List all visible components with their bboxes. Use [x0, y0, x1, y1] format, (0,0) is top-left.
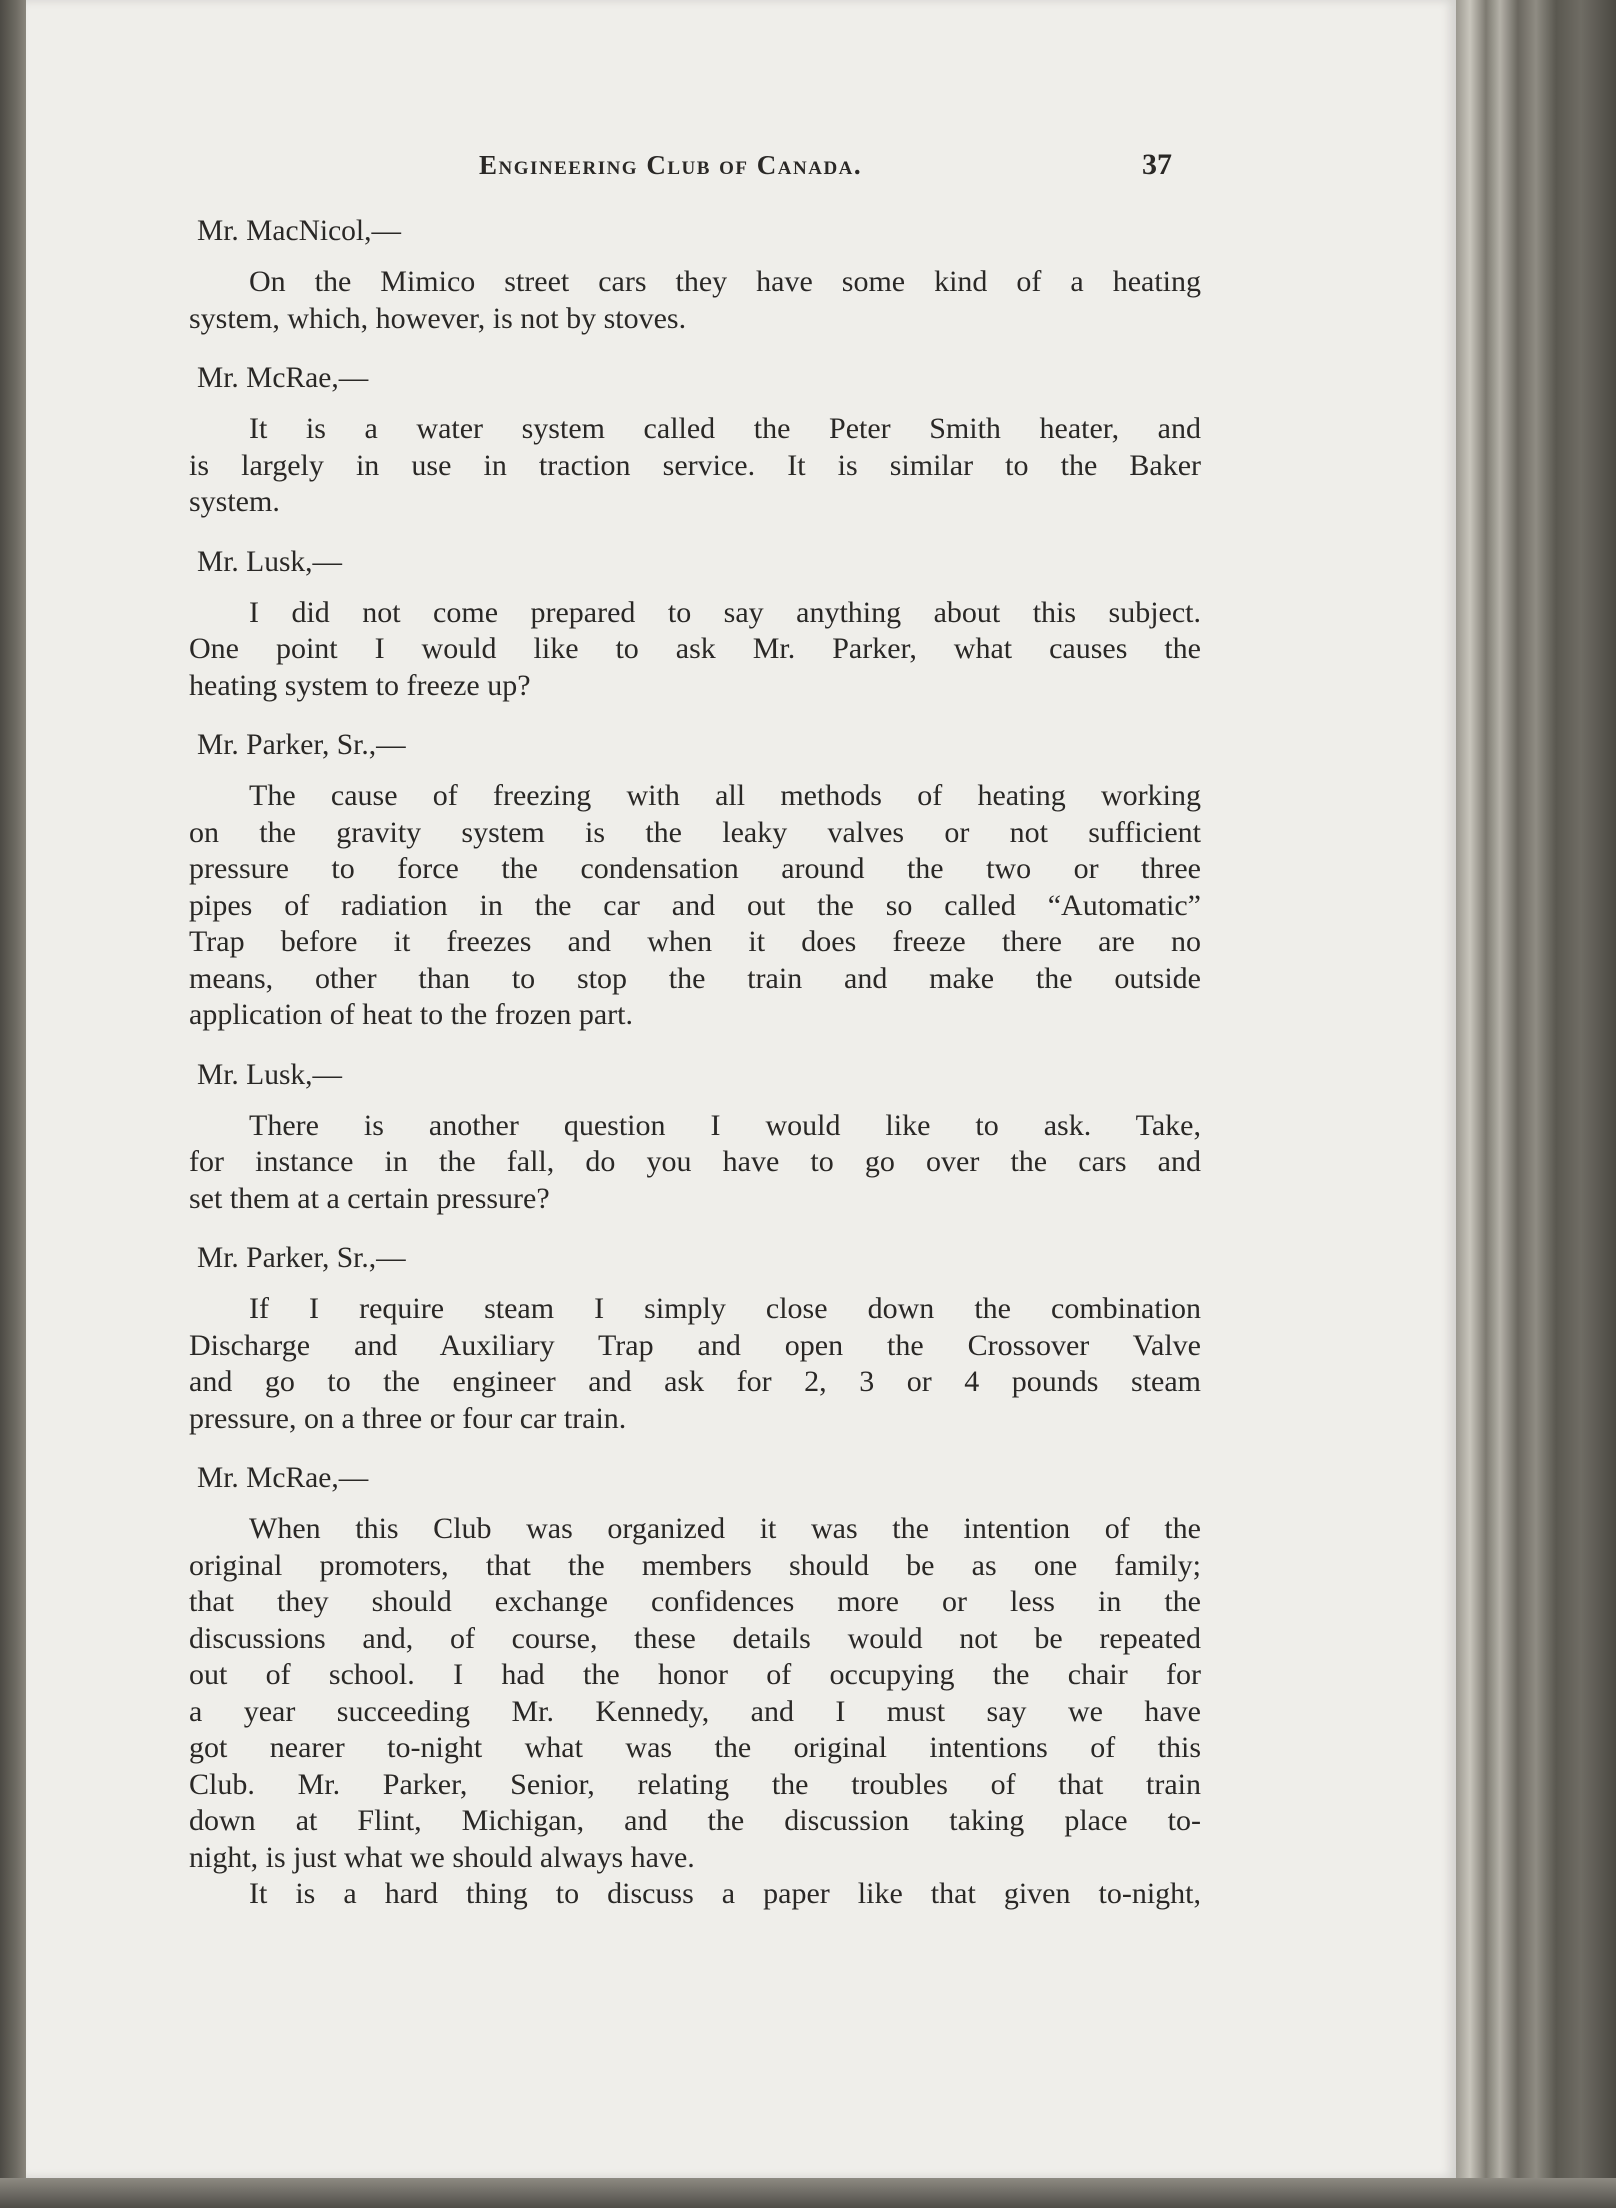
paragraph	[189, 595, 1201, 705]
book-binding	[1456, 0, 1616, 2208]
speaker-label: Mr. Parker, Sr.,—	[197, 1242, 406, 1274]
text-line: set them at a certain pressure?	[189, 1181, 550, 1215]
text-line: on the gravity system is the leaky valves or not sufficient	[189, 815, 1201, 849]
text-line: system.	[189, 485, 280, 518]
paragraph	[189, 1511, 1201, 1913]
text-line: system, which, however, is not by stoves.	[189, 301, 687, 335]
text-line: Discharge and Auxiliary Trap and open the Crossover Valve	[189, 1328, 1201, 1362]
text-line: Trap before it freezes and when it does freeze there are no	[189, 925, 1201, 958]
paragraph	[189, 264, 1201, 337]
speaker-label: Mr. Lusk,—	[197, 545, 343, 578]
scan-bottom-edge	[0, 2178, 1616, 2208]
text-line: heating system to freeze up?	[189, 668, 531, 702]
text-line: The cause of freezing with all methods of heating working	[249, 779, 1201, 812]
text-line: that they should exchange confidences more or less in the	[189, 1585, 1201, 1618]
text-line: On the Mimico street cars they have some kind of a heating	[249, 265, 1201, 298]
speaker-label: Mr. Parker, Sr.,—	[197, 729, 406, 761]
text-line: Club. Mr. Parker, Senior, relating the troubles of that train	[189, 1767, 1201, 1801]
paragraph	[189, 778, 1201, 1034]
paragraph	[189, 1108, 1201, 1218]
page-header	[189, 140, 1201, 200]
text-line: down at Flint, Michigan, and the discussion taking place to-	[189, 1804, 1201, 1837]
text-line: got nearer to-night what was the original intentions of this	[189, 1731, 1201, 1764]
text-line: pipes of radiation in the car and out the so called “Automatic”	[189, 888, 1201, 922]
text-line: It is a water system called the Peter Smith heater, and	[249, 412, 1201, 445]
text-line: and go to the engineer and ask for 2, 3 or 4 pounds steam	[189, 1365, 1201, 1398]
text-line: original promoters, that the members should be as one family;	[189, 1548, 1201, 1582]
text-line: I did not come prepared to say anything about this subject.	[249, 595, 1201, 629]
text-line: a year succeeding Mr. Kennedy, and I must say we have	[189, 1694, 1201, 1728]
text-line: out of school. I had the honor of occupying the chair for	[189, 1658, 1201, 1691]
text-line: for instance in the fall, do you have to go over the cars and	[189, 1145, 1201, 1178]
text-line: One point I would like to ask Mr. Parker, what causes the	[189, 632, 1201, 665]
text-line: application of heat to the frozen part.	[189, 998, 633, 1031]
speaker-label: Mr. MacNicol,—	[197, 215, 402, 247]
text-line: means, other than to stop the train and make the outside	[189, 961, 1201, 995]
text-line: There is another question I would like to ask. Take,	[249, 1108, 1201, 1142]
text-line: When this Club was organized it was the intention of the	[249, 1512, 1201, 1545]
text-line: If I require steam I simply close down the combination	[249, 1292, 1201, 1325]
paragraph	[189, 411, 1201, 521]
page-body	[189, 212, 1201, 1913]
page-number: 37	[1142, 148, 1172, 181]
paragraph	[189, 1291, 1201, 1437]
text-line: pressure, on a three or four car train.	[189, 1401, 627, 1435]
text-line: is largely in use in traction service. It is similar to the Baker	[189, 448, 1201, 482]
text-line: night, is just what we should always have.	[189, 1840, 695, 1874]
scan-left-edge	[0, 0, 26, 2208]
speaker-label: Mr. Lusk,—	[197, 1058, 343, 1091]
page-text	[189, 140, 1201, 1927]
running-title: Engineering Club of Canada.	[479, 150, 863, 180]
text-line: It is a hard thing to discuss a paper like that given to-night,	[249, 1877, 1201, 1910]
text-line: discussions and, of course, these details would not be repeated	[189, 1621, 1201, 1655]
text-line: pressure to force the condensation around the two or three	[189, 852, 1201, 885]
speaker-label: Mr. McRae,—	[197, 1462, 369, 1494]
speaker-label: Mr. McRae,—	[197, 362, 369, 394]
